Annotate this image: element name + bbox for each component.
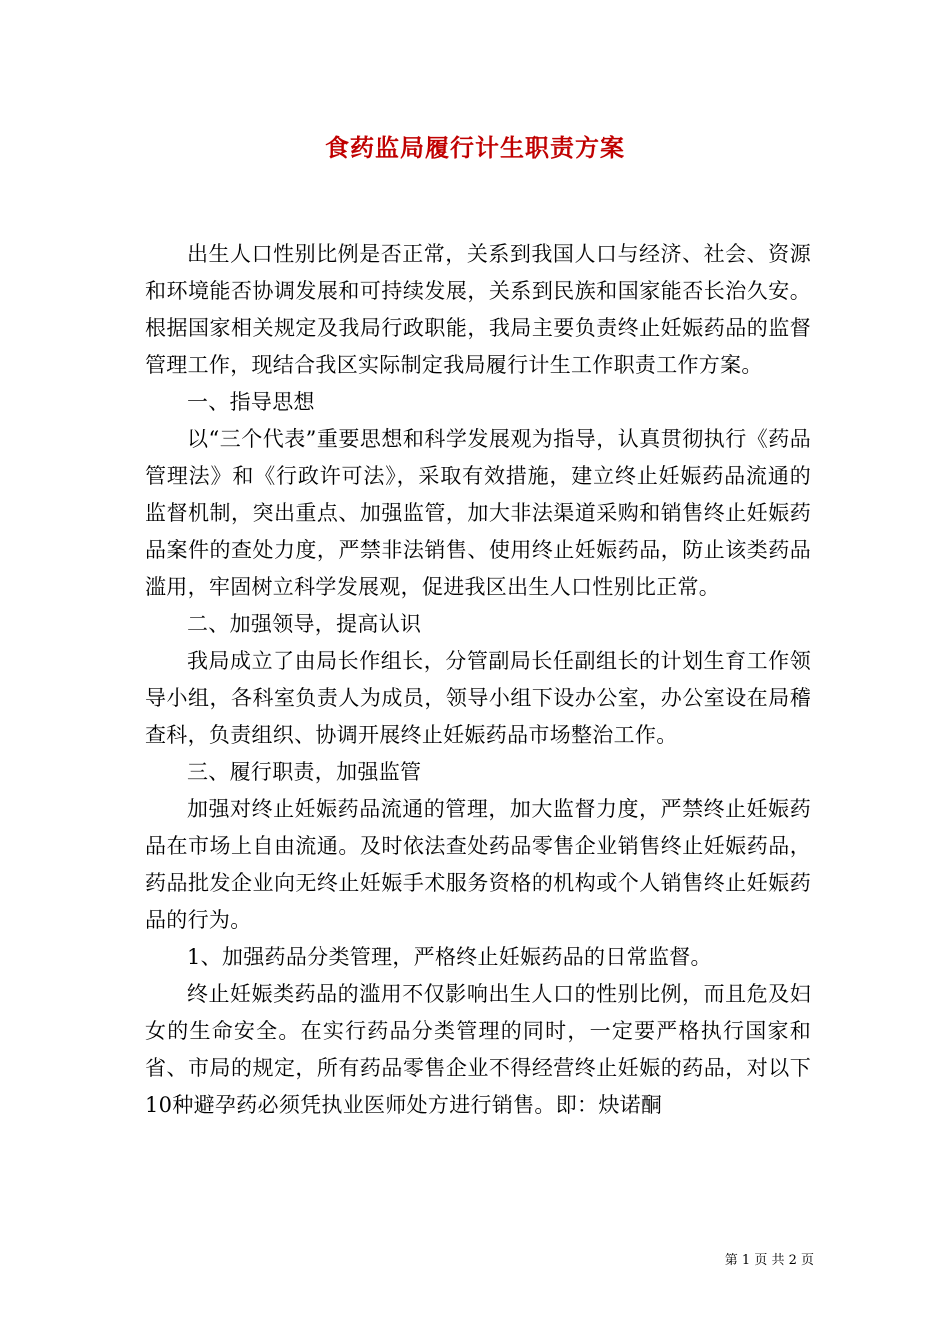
- subsection-heading-1: 1、加强药品分类管理，严格终止妊娠药品的日常监督。: [187, 945, 712, 969]
- section-heading-1: 一、指导思想: [187, 390, 315, 414]
- document-body: [145, 236, 811, 1124]
- section-heading-2: 二、加强领导，提高认识: [187, 612, 422, 636]
- paragraph-supervision: 加强对终止妊娠药品流通的管理，加大监督力度，严禁终止妊娠药品在市场上自由流通。及时依法查处药品零售企业销售终止妊娠药品，药品批发企业向无终止妊娠手术服务资格的机构或个人销售终止妊娠药品的行为。: [145, 797, 811, 932]
- page-footer: 第 1 页 共 2 页: [724, 1253, 814, 1268]
- paragraph-classification: 终止妊娠类药品的滥用不仅影响出生人口的性别比例，而且危及妇女的生命安全。在实行药品分类管理的同时，一定要严格执行国家和省、市局的规定，所有药品零售企业不得经营终止妊娠的药品，对以下10种避孕药必须凭执业医师处方进行销售。即：炔诺酮: [145, 982, 811, 1117]
- paragraph-leadership: 我局成立了由局长作组长，分管副局长任副组长的计划生育工作领导小组，各科室负责人为成员，领导小组下设办公室，办公室设在局稽查科，负责组织、协调开展终止妊娠药品市场整治工作。: [145, 649, 811, 747]
- document-title: 食药监局履行计生职责方案: [325, 133, 625, 162]
- paragraph-guiding-thought: 以“三个代表”重要思想和科学发展观为指导，认真贯彻执行《药品管理法》和《行政许可法》，采取有效措施，建立终止妊娠药品流通的监督机制，突出重点、加强监管，加大非法渠道采购和销售终止妊娠药品案件的查处力度，严禁非法销售、使用终止妊娠药品，防止该类药品滥用，牢固树立科学发展观，促进我区出生人口性别比正常。: [145, 427, 811, 599]
- section-heading-3: 三、履行职责，加强监管: [187, 760, 422, 784]
- paragraph-intro: 出生人口性别比例是否正常，关系到我国人口与经济、社会、资源和环境能否协调发展和可持续发展，关系到民族和国家能否长治久安。根据国家相关规定及我局行政职能，我局主要负责终止妊娠药品的监督管理工作，现结合我区实际制定我局履行计生工作职责工作方案。: [145, 242, 811, 377]
